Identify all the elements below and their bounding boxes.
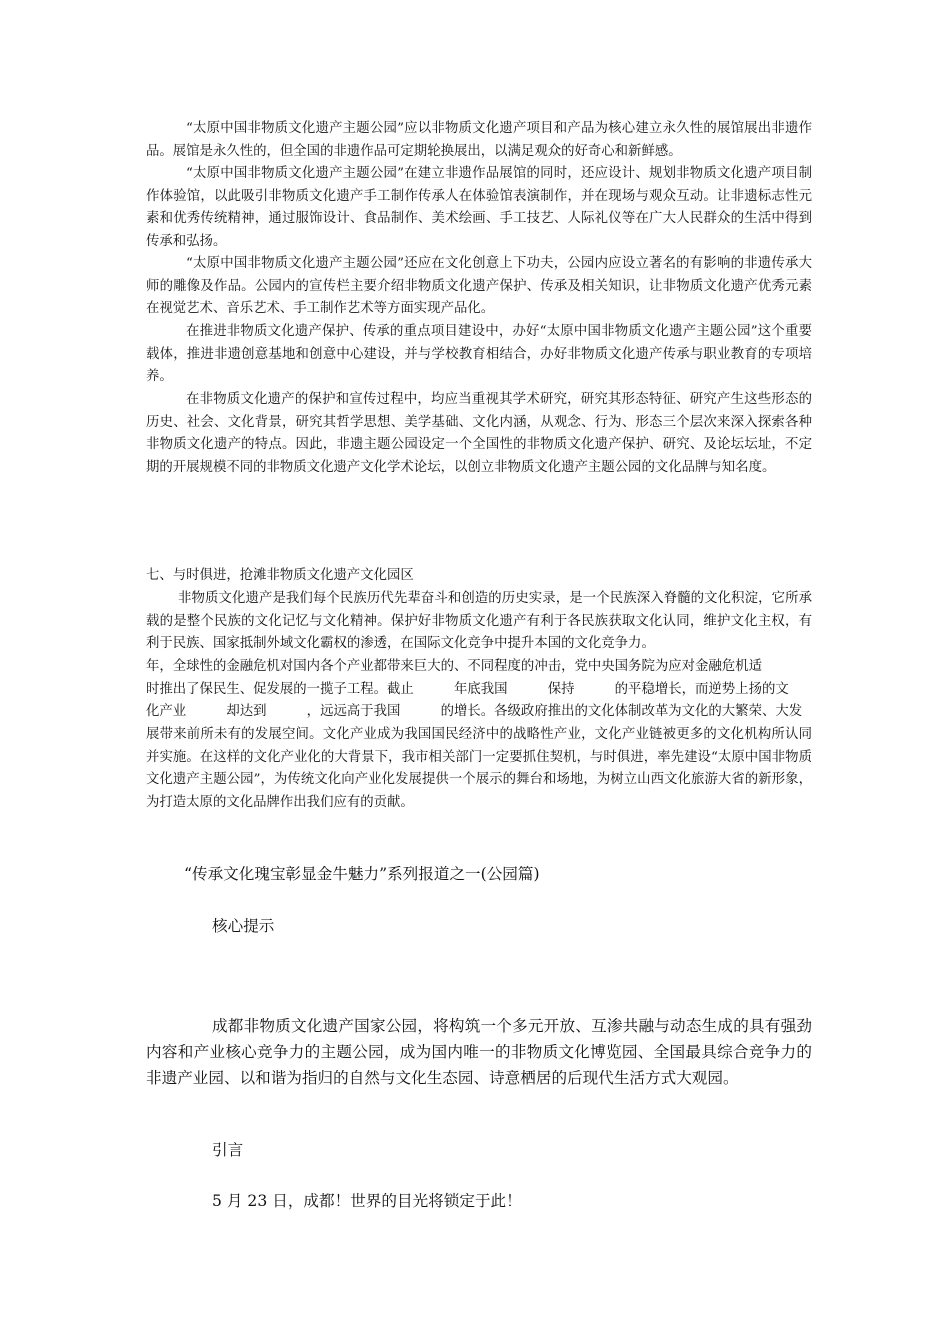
introduction-label: 引言 bbox=[212, 1141, 244, 1159]
paragraph-academic-research: 在非物质文化遗产的保护和宣传过程中，均应当重视其学术研究，研究其形态特征、研究产生这些形态的历史、社会、文化背景，研究其哲学思想、美学基础、文化内涵，从观念、行为、形态三个层次来深入探索各种非物质文化遗产的特点。因此，非遗主题公园设定一个全国性的非物质文化遗产保护、研究、及论坛坛址，不定期的开展规模不同的非物质文化遗产文化学术论坛，以创立非物质文化遗产主题公园的文化品牌与知名度。 bbox=[146, 392, 812, 475]
core-tip-label: 核心提示 bbox=[212, 917, 275, 935]
paragraph-cultural-creativity: “太原中国非物质文化遗产主题公园”还应在文化创意上下功夫，公园内应设立著名的有影响的非遗传承大师的雕像及作品。公园内的宣传栏主要介绍非物质文化遗产保护、传承及相关知识，让非物质文化遗产优秀元素在视觉艺术、音乐艺术、手工制作艺术等方面实现产品化。 bbox=[146, 256, 812, 317]
section-heading-seven: 七、与时俱进，抢滩非物质文化遗产文化园区 bbox=[146, 568, 414, 583]
core-tip-text: 成都非物质文化遗产国家公园，将构筑一个多元开放、互渗共融与动态生成的具有强劲内容和产业核心竞争力的主题公园，成为国内唯一的非物质文化博览园、全国最具综合竞争力的非遗产业园、以和谐为指归的自然与文化生态园、诗意栖居的后现代生活方式大观园。 bbox=[146, 1017, 812, 1087]
paragraph-exhibition-hall: “太原中国非物质文化遗产主题公园”应以非物质文化遗产项目和产品为核心建立永久性的展馆展出非遗作品。展馆是永久性的，但全国的非遗作品可定期轮换展出，以满足观众的好奇心和新鲜感。 bbox=[146, 121, 812, 159]
paragraph-heritage-importance: 非物质文化遗产是我们每个民族历代先辈奋斗和创造的历史实录，是一个民族深入脊髓的文化积淀，它所承载的是整个民族的文化记忆与文化精神。保护好非物质文化遗产有利于各民族获取文化认同，维护文化主权，有利于民族、国家抵制外域文化霸权的渗透，在国际文化竞争中提升本国的文化竞争力。 bbox=[146, 591, 812, 652]
paragraph-financial-crisis-rest: 展带来前所未有的发展空间。文化产业成为我国国民经济中的战略性产业，文化产业链被更多的文化机构所认同并实施。在这样的文化产业化的大背景下，我市相关部门一定要抓住契机，与时俱进，率先建设“太原中国非物质文化遗产主题公园”，为传统文化向产业化发展提供一个展示的舞台和场地，为树立山西文化旅游大省的新形象，为打造太原的文化品牌作出我们应有的贡献。 bbox=[146, 727, 812, 810]
article-title: “传承文化瑰宝彰显金牛魅力”系列报道之一(公园篇) bbox=[184, 865, 540, 883]
introduction-text: 5 月 23 日，成都！世界的目光将锁定于此！ bbox=[212, 1192, 522, 1210]
paragraph-financial-crisis-line1: 年，全球性的金融危机对国内各个产业都带来巨大的、不同程度的冲击，党中央国务院为应对金融危机适 bbox=[146, 659, 762, 674]
paragraph-key-project: 在推进非物质文化遗产保护、传承的重点项目建设中，办好“太原中国非物质文化遗产主题公园”这个重要载体，推进非遗创意基地和创意中心建设，并与学校教育相结合，办好非物质文化遗产传承与职业教育的专项培养。 bbox=[146, 324, 812, 385]
paragraph-financial-crisis-line2: 时推出了保民生、促发展的一揽子工程。截止 年底我国 保持 的平稳增长，而逆势上扬的文 bbox=[146, 682, 789, 697]
paragraph-experience-hall: “太原中国非物质文化遗产主题公园”在建立非遗作品展馆的同时，还应设计、规划非物质文化遗产项目制作体验馆，以此吸引非物质文化遗产手工制作传承人在体验馆表演制作，并在现场与观众互动。让非遗标志性元素和优秀传统精神，通过服饰设计、食品制作、美术绘画、手工技艺、人际礼仪等在广大人民群众的生活中得到传承和弘扬。 bbox=[146, 166, 812, 249]
paragraph-financial-crisis-line3: 化产业 却达到 ，远远高于我国 的增长。各级政府推出的文化体制改革为文化的大繁荣、大发 bbox=[146, 704, 803, 719]
